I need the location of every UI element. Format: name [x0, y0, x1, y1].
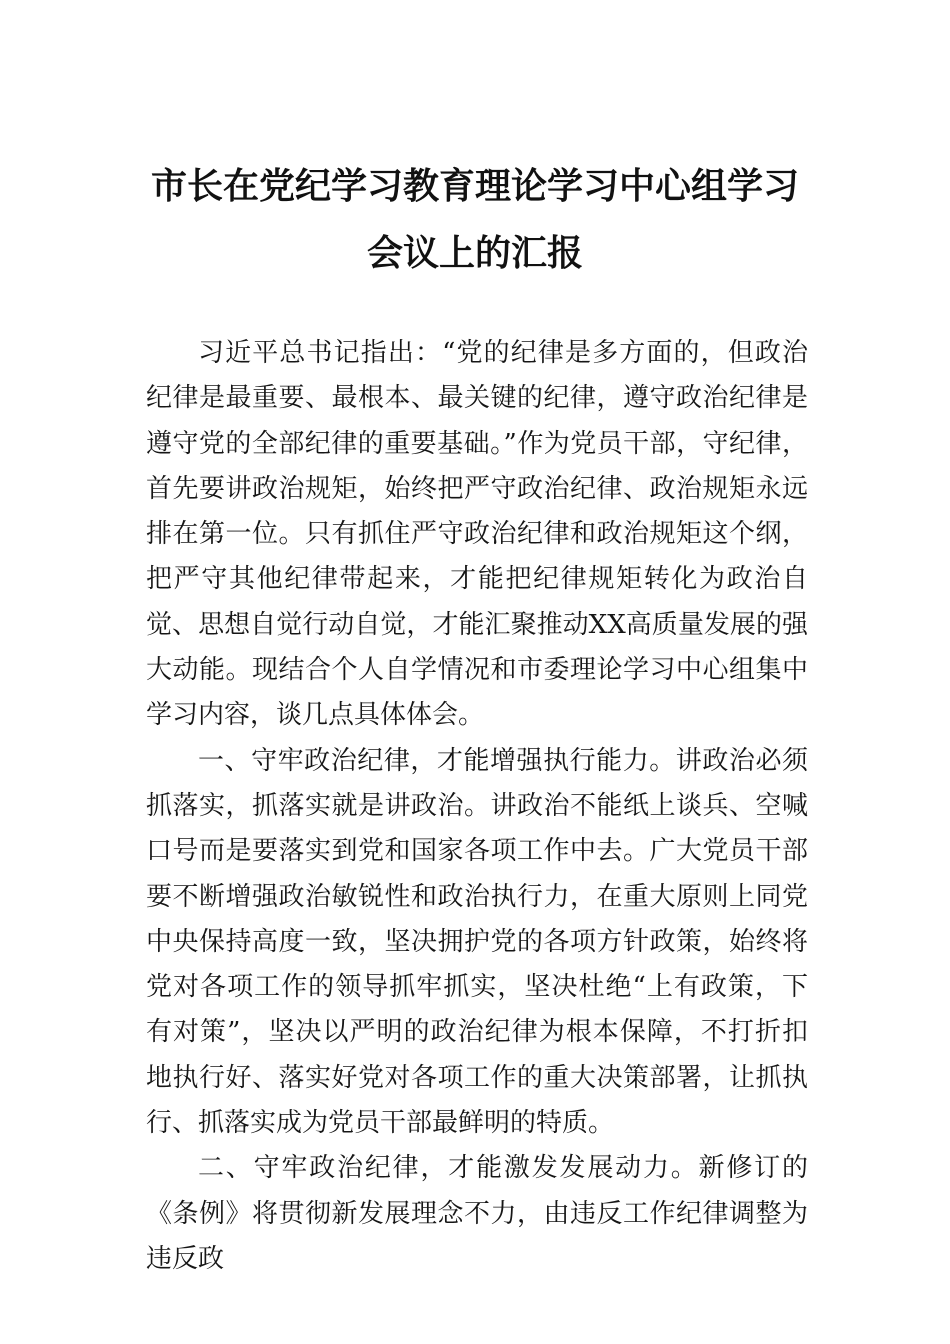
document-title-line-2: 会议上的汇报: [366, 232, 583, 274]
document-title-line-1: 市长在党纪学习教育理论学习中心组学习: [150, 165, 799, 207]
document-body: [146, 331, 808, 1282]
paragraph-intro: 习近平总书记指出：“党的纪律是多方面的，但政治纪律是最重要、最根本、最关键的纪律，遵守政治纪律是遵守党的全部纪律的重要基础。”作为党员干部，守纪律，首先要讲政治规矩，始终把严守政治纪律、政治规矩永远排在第一位。只有抓住严守政治纪律和政治规矩这个纲，把严守其他纪律带起来，才能把纪律规矩转化为政治自觉、思想自觉行动自觉，才能汇聚推动XX高质量发展的强大动能。现结合个人自学情况和市委理论学习中心组集中学习内容，谈几点具体体会。: [146, 338, 808, 731]
paragraph-section-2: 二、守牢政治纪律，才能激发发展动力。新修订的《条例》将贯彻新发展理念不力，由违反工作纪律调整为违反政: [146, 1153, 808, 1274]
paragraph-section-1: 一、守牢政治纪律，才能增强执行能力。讲政治必须抓落实，抓落实就是讲政治。讲政治不能纸上谈兵、空喊口号而是要落实到党和国家各项工作中去。广大党员干部要不断增强政治敏锐性和政治执行力，在重大原则上同党中央保持高度一致，坚决拥护党的各项方针政策，始终将党对各项工作的领导抓牢抓实，坚决杜绝“上有政策，下有对策”，坚决以严明的政治纪律为根本保障，不打折扣地执行好、落实好党对各项工作的重大决策部署，让抓执行、抓落实成为党员干部最鲜明的特质。: [146, 745, 808, 1139]
